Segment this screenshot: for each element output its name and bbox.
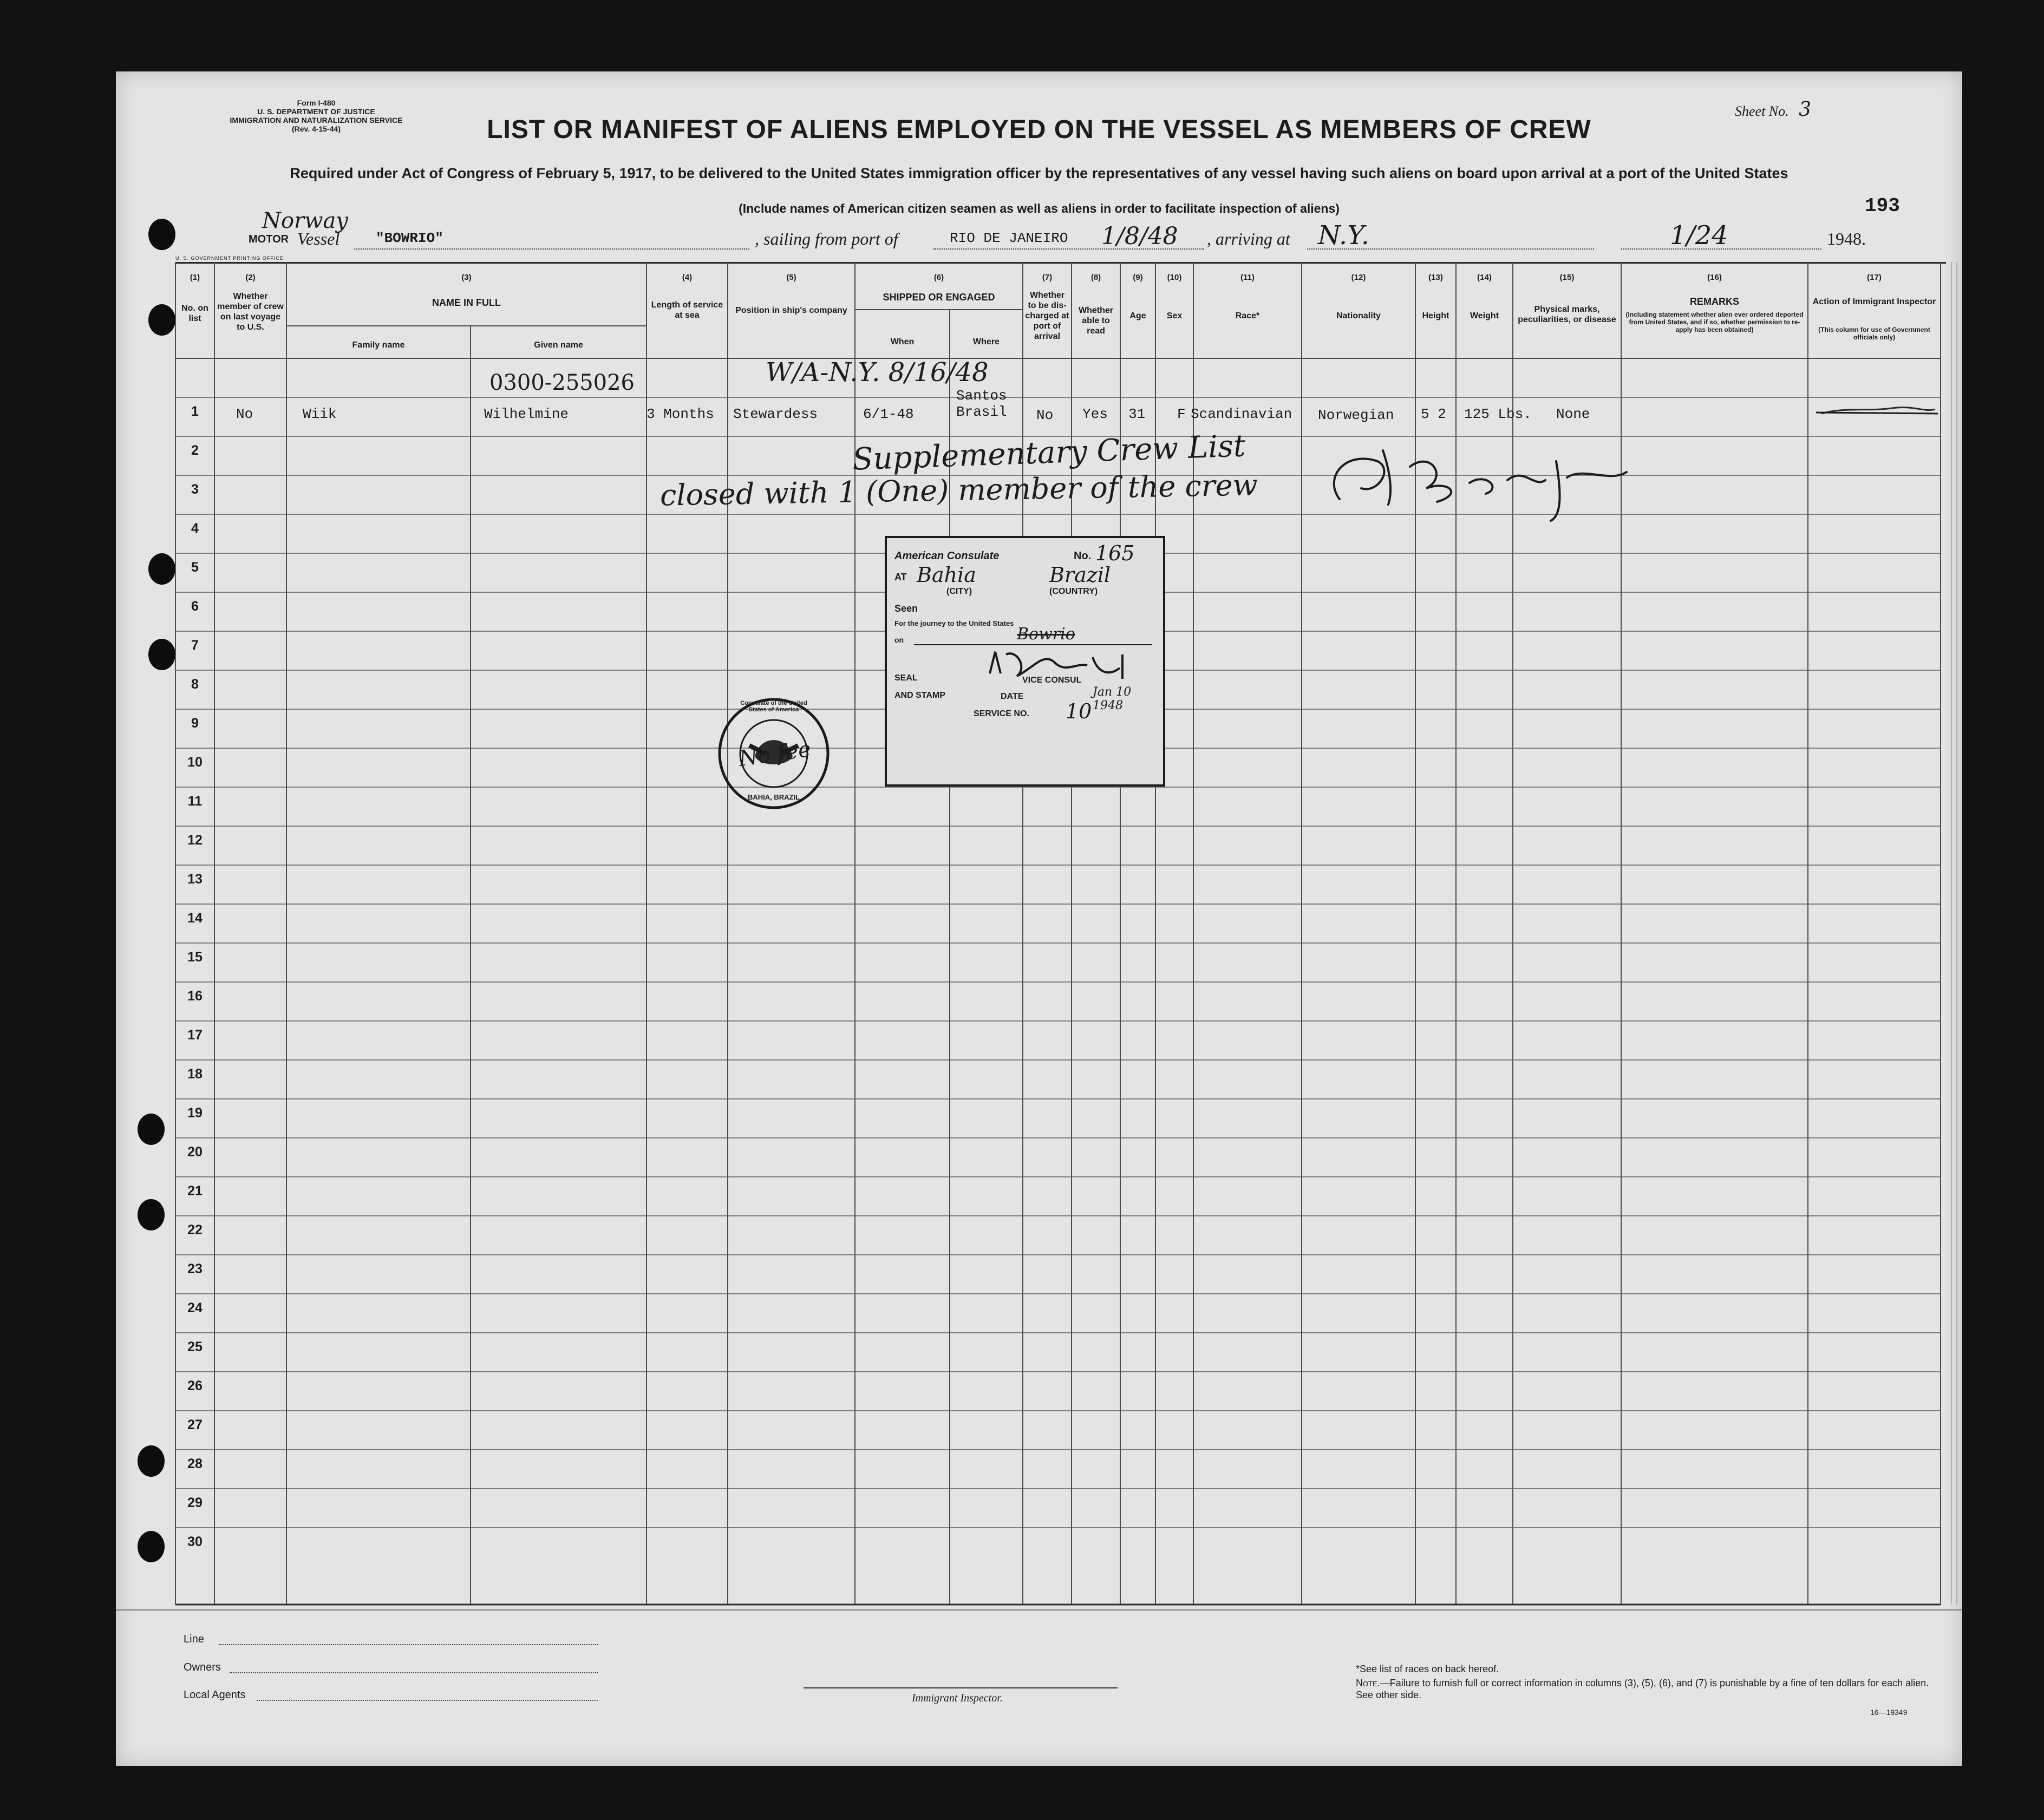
stamp-date-label: DATE bbox=[1001, 692, 1024, 701]
footer-note-label: Note. bbox=[1356, 1678, 1380, 1688]
departure-port: RIO DE JANEIRO bbox=[950, 230, 1068, 246]
col-number: (17) bbox=[1867, 273, 1882, 282]
form-number: Form I-480 bbox=[297, 99, 336, 107]
col-header-race: Race* bbox=[1235, 311, 1260, 320]
col-number: (1) bbox=[190, 273, 200, 282]
seal-text: Consulate of the United States of America bbox=[740, 700, 807, 713]
row-number: 12 bbox=[187, 833, 203, 848]
row-number: 2 bbox=[191, 443, 199, 458]
footer-agents-label: Local Agents bbox=[184, 1689, 246, 1701]
sheet-value: 3 bbox=[1799, 99, 1812, 121]
cell-age: 31 bbox=[1128, 406, 1146, 422]
cell-family-name: Wiik bbox=[303, 406, 337, 422]
col-number: (6) bbox=[933, 273, 944, 282]
col-number: (4) bbox=[682, 273, 693, 282]
cell-height: 5 2 bbox=[1421, 406, 1446, 422]
row-number: 20 bbox=[187, 1144, 203, 1160]
vessel-label: Vessel bbox=[297, 229, 340, 248]
stamp-country-label: (COUNTRY) bbox=[1049, 587, 1098, 596]
col-number: (12) bbox=[1351, 273, 1366, 282]
row-number: 18 bbox=[187, 1066, 203, 1082]
col-header-nationality: Nationality bbox=[1336, 311, 1381, 320]
manifest-sheet bbox=[116, 71, 1962, 1766]
subheader-given-name: Given name bbox=[534, 341, 583, 350]
col-number: (8) bbox=[1090, 273, 1101, 282]
cell-sex: F bbox=[1177, 406, 1186, 422]
seal-place: BAHIA, BRAZIL bbox=[747, 793, 800, 801]
sheet-label: Sheet No. bbox=[1735, 103, 1789, 119]
col-number: (16) bbox=[1707, 273, 1722, 282]
row-number: 22 bbox=[187, 1222, 203, 1238]
row-number: 23 bbox=[187, 1261, 203, 1276]
col-header-discharged: Whether to be dis-charged at port of arrival bbox=[1025, 291, 1069, 341]
stamp-consulate: American Consulate bbox=[894, 550, 1000, 562]
given-name-annotation: 0300-255026 bbox=[489, 370, 635, 395]
col-number: (10) bbox=[1167, 273, 1182, 282]
cell-last-voyage: No bbox=[236, 406, 253, 422]
row-number: 15 bbox=[187, 950, 203, 965]
col-number: (13) bbox=[1428, 273, 1443, 282]
subheader-where: Where bbox=[973, 337, 1000, 346]
stamp-city: Bahia bbox=[917, 563, 976, 587]
row-number: 11 bbox=[187, 794, 203, 809]
cell-where-city: Santos bbox=[956, 388, 1007, 404]
stamp-seal-label: SEAL bbox=[894, 673, 918, 683]
arrival-date: 1/24 bbox=[1670, 220, 1728, 251]
cell-where-country: Brasil bbox=[956, 404, 1007, 420]
remarks-note: (Including statement whether alien ever ordered deported from United States, and if so, whether permission to re-apply has been obtained) bbox=[1625, 311, 1804, 333]
cell-weight: 125 Lbs. bbox=[1464, 406, 1532, 422]
col-number: (9) bbox=[1133, 273, 1143, 282]
row-number: 8 bbox=[191, 677, 199, 692]
subheader-family-name: Family name bbox=[352, 341, 405, 350]
col-number: (7) bbox=[1042, 273, 1053, 282]
cell-read: Yes bbox=[1082, 406, 1108, 422]
row-number: 5 bbox=[191, 560, 199, 575]
row-number: 10 bbox=[187, 755, 203, 770]
voyage-year: 1948. bbox=[1827, 229, 1866, 248]
row-number: 25 bbox=[187, 1339, 203, 1354]
stamp-no-label: No. bbox=[1074, 550, 1092, 562]
stamp-service-label: SERVICE NO. bbox=[974, 709, 1029, 718]
subheader-when: When bbox=[890, 337, 915, 346]
document-instruction: (Include names of American citizen seamen as well as aliens in order to facilitate inspection of aliens) bbox=[739, 201, 1340, 215]
footer-inspector-label: Immigrant Inspector. bbox=[912, 1692, 1003, 1704]
stamp-on: on bbox=[894, 636, 904, 644]
department-name: U. S. DEPARTMENT OF JUSTICE bbox=[257, 107, 375, 116]
handwritten-closed-note: closed with 1 (One) member of the crew bbox=[659, 468, 1258, 513]
document-subtitle: Required under Act of Congress of February 5, 1917, to be delivered to the United States immigration officer by the representatives of any vessel having such aliens on board upon arrival at a port of the United States bbox=[290, 165, 1788, 181]
inspector-note: (This column for use of Government officials only) bbox=[1818, 326, 1930, 341]
document-title: LIST OR MANIFEST OF ALIENS EMPLOYED ON THE VESSEL AS MEMBERS OF CREW bbox=[487, 115, 1591, 144]
row-number: 16 bbox=[187, 988, 203, 1004]
col-header-shipped: SHIPPED OR ENGAGED bbox=[883, 292, 995, 303]
col-number: (5) bbox=[786, 273, 796, 282]
row-number: 3 bbox=[191, 482, 199, 497]
no-fee-note: No fee bbox=[737, 736, 813, 772]
cell-service: 3 Months bbox=[646, 406, 714, 422]
footer-note-text: —Failure to furnish full or correct information in columns (3), (5), (6), and (7) is punishable by a fine of ten dollars for each alien. See other side. bbox=[1356, 1678, 1929, 1700]
row-number: 28 bbox=[187, 1456, 203, 1471]
footer-races-note: *See list of races on back hereof. bbox=[1356, 1664, 1499, 1674]
stamp-vessel: Bowrio bbox=[1017, 625, 1075, 644]
col-number: (3) bbox=[461, 273, 472, 282]
cell-given-name: Wilhelmine bbox=[484, 406, 569, 422]
col-number: (11) bbox=[1240, 273, 1255, 282]
col-number: (2) bbox=[245, 273, 256, 282]
form-revision: (Rev. 4-15-44) bbox=[291, 125, 341, 133]
col-header-action: Action of Immigrant Inspector bbox=[1812, 297, 1936, 306]
row-number: 6 bbox=[191, 599, 199, 614]
row-number: 1 bbox=[191, 404, 199, 419]
col-header-last-voyage: Whether member of crew on last voyage to U.S. bbox=[217, 292, 284, 332]
wa-annotation: W/A-N.Y. 8/16/48 bbox=[766, 357, 989, 388]
row-number: 29 bbox=[187, 1495, 203, 1510]
stamp-seen: Seen bbox=[894, 603, 918, 614]
cell-physical: None bbox=[1556, 406, 1590, 422]
col-header-physical: Physical marks, peculiarities, or disease bbox=[1518, 305, 1616, 324]
footer-owners-label: Owners bbox=[184, 1661, 221, 1673]
handwritten-supplementary-note: Supplementary Crew List bbox=[852, 428, 1246, 477]
col-header-height: Height bbox=[1422, 311, 1449, 320]
cell-position: Stewardess bbox=[733, 406, 818, 422]
service-name: IMMIGRATION AND NATURALIZATION SERVICE bbox=[230, 116, 403, 125]
row-number: 17 bbox=[187, 1027, 203, 1043]
stamp-vice-consul: VICE CONSUL bbox=[1022, 676, 1082, 685]
col-header-length-service: Length of service at sea bbox=[651, 300, 723, 320]
cell-nationality: Norwegian bbox=[1318, 407, 1394, 423]
stamp-and-stamp: AND STAMP bbox=[894, 691, 945, 700]
page-number: 193 bbox=[1865, 195, 1900, 217]
cell-when: 6/1-48 bbox=[863, 406, 914, 422]
col-header-sex: Sex bbox=[1166, 311, 1183, 320]
col-header-position: Position in ship's company bbox=[735, 306, 847, 315]
printing-office: U. S. GOVERNMENT PRINTING OFFICE bbox=[175, 256, 284, 261]
col-number: (14) bbox=[1477, 273, 1492, 282]
stamp-service-value: 10 bbox=[1066, 699, 1092, 723]
row-number: 30 bbox=[187, 1534, 203, 1549]
motor-label: MOTOR bbox=[249, 233, 289, 245]
stamp-country: Brazil bbox=[1049, 563, 1111, 587]
footer-line-label: Line bbox=[184, 1633, 204, 1645]
stamp-journey: For the journey to the United States bbox=[894, 619, 1014, 627]
sailing-label: , sailing from port of bbox=[755, 229, 898, 248]
col-header-read: Whether able to read bbox=[1079, 306, 1113, 336]
row-number: 19 bbox=[187, 1105, 203, 1121]
row-number: 21 bbox=[187, 1183, 203, 1199]
col-header-weight: Weight bbox=[1470, 311, 1499, 320]
stamp-city-label: (CITY) bbox=[946, 587, 972, 596]
row-number: 26 bbox=[187, 1378, 203, 1393]
row-number: 13 bbox=[187, 872, 203, 887]
cell-discharged: No bbox=[1036, 407, 1054, 423]
consulate-stamp bbox=[885, 536, 1165, 787]
stamp-no-value: 165 bbox=[1095, 541, 1135, 565]
row-number: 24 bbox=[187, 1300, 203, 1315]
arrival-port: N.Y. bbox=[1318, 220, 1369, 251]
stamp-date-value: Jan 10 1948 bbox=[1093, 685, 1132, 712]
vessel-flag: Norway bbox=[262, 208, 348, 233]
row-number: 7 bbox=[191, 638, 199, 653]
col-header-age: Age bbox=[1129, 311, 1146, 320]
cell-race: Scandinavian bbox=[1191, 406, 1292, 422]
col-number: (15) bbox=[1559, 273, 1575, 282]
arriving-label: , arriving at bbox=[1207, 229, 1290, 248]
row-number: 27 bbox=[187, 1417, 203, 1432]
row-number: 4 bbox=[191, 521, 199, 536]
col-header-no: No. on list bbox=[181, 304, 208, 323]
footer-code: 16—19349 bbox=[1870, 1708, 1908, 1717]
col-header-name: NAME IN FULL bbox=[432, 297, 501, 308]
row-number: 9 bbox=[191, 716, 199, 731]
handwritten-signature bbox=[1307, 429, 1675, 526]
stamp-at-label: AT bbox=[894, 572, 907, 582]
struck-inspector-mark bbox=[1811, 402, 1941, 423]
vessel-name: "BOWRIO" bbox=[376, 230, 443, 246]
departure-date: 1/8/48 bbox=[1101, 222, 1178, 250]
row-number: 14 bbox=[187, 911, 203, 926]
col-header-remarks: REMARKS bbox=[1689, 296, 1739, 307]
